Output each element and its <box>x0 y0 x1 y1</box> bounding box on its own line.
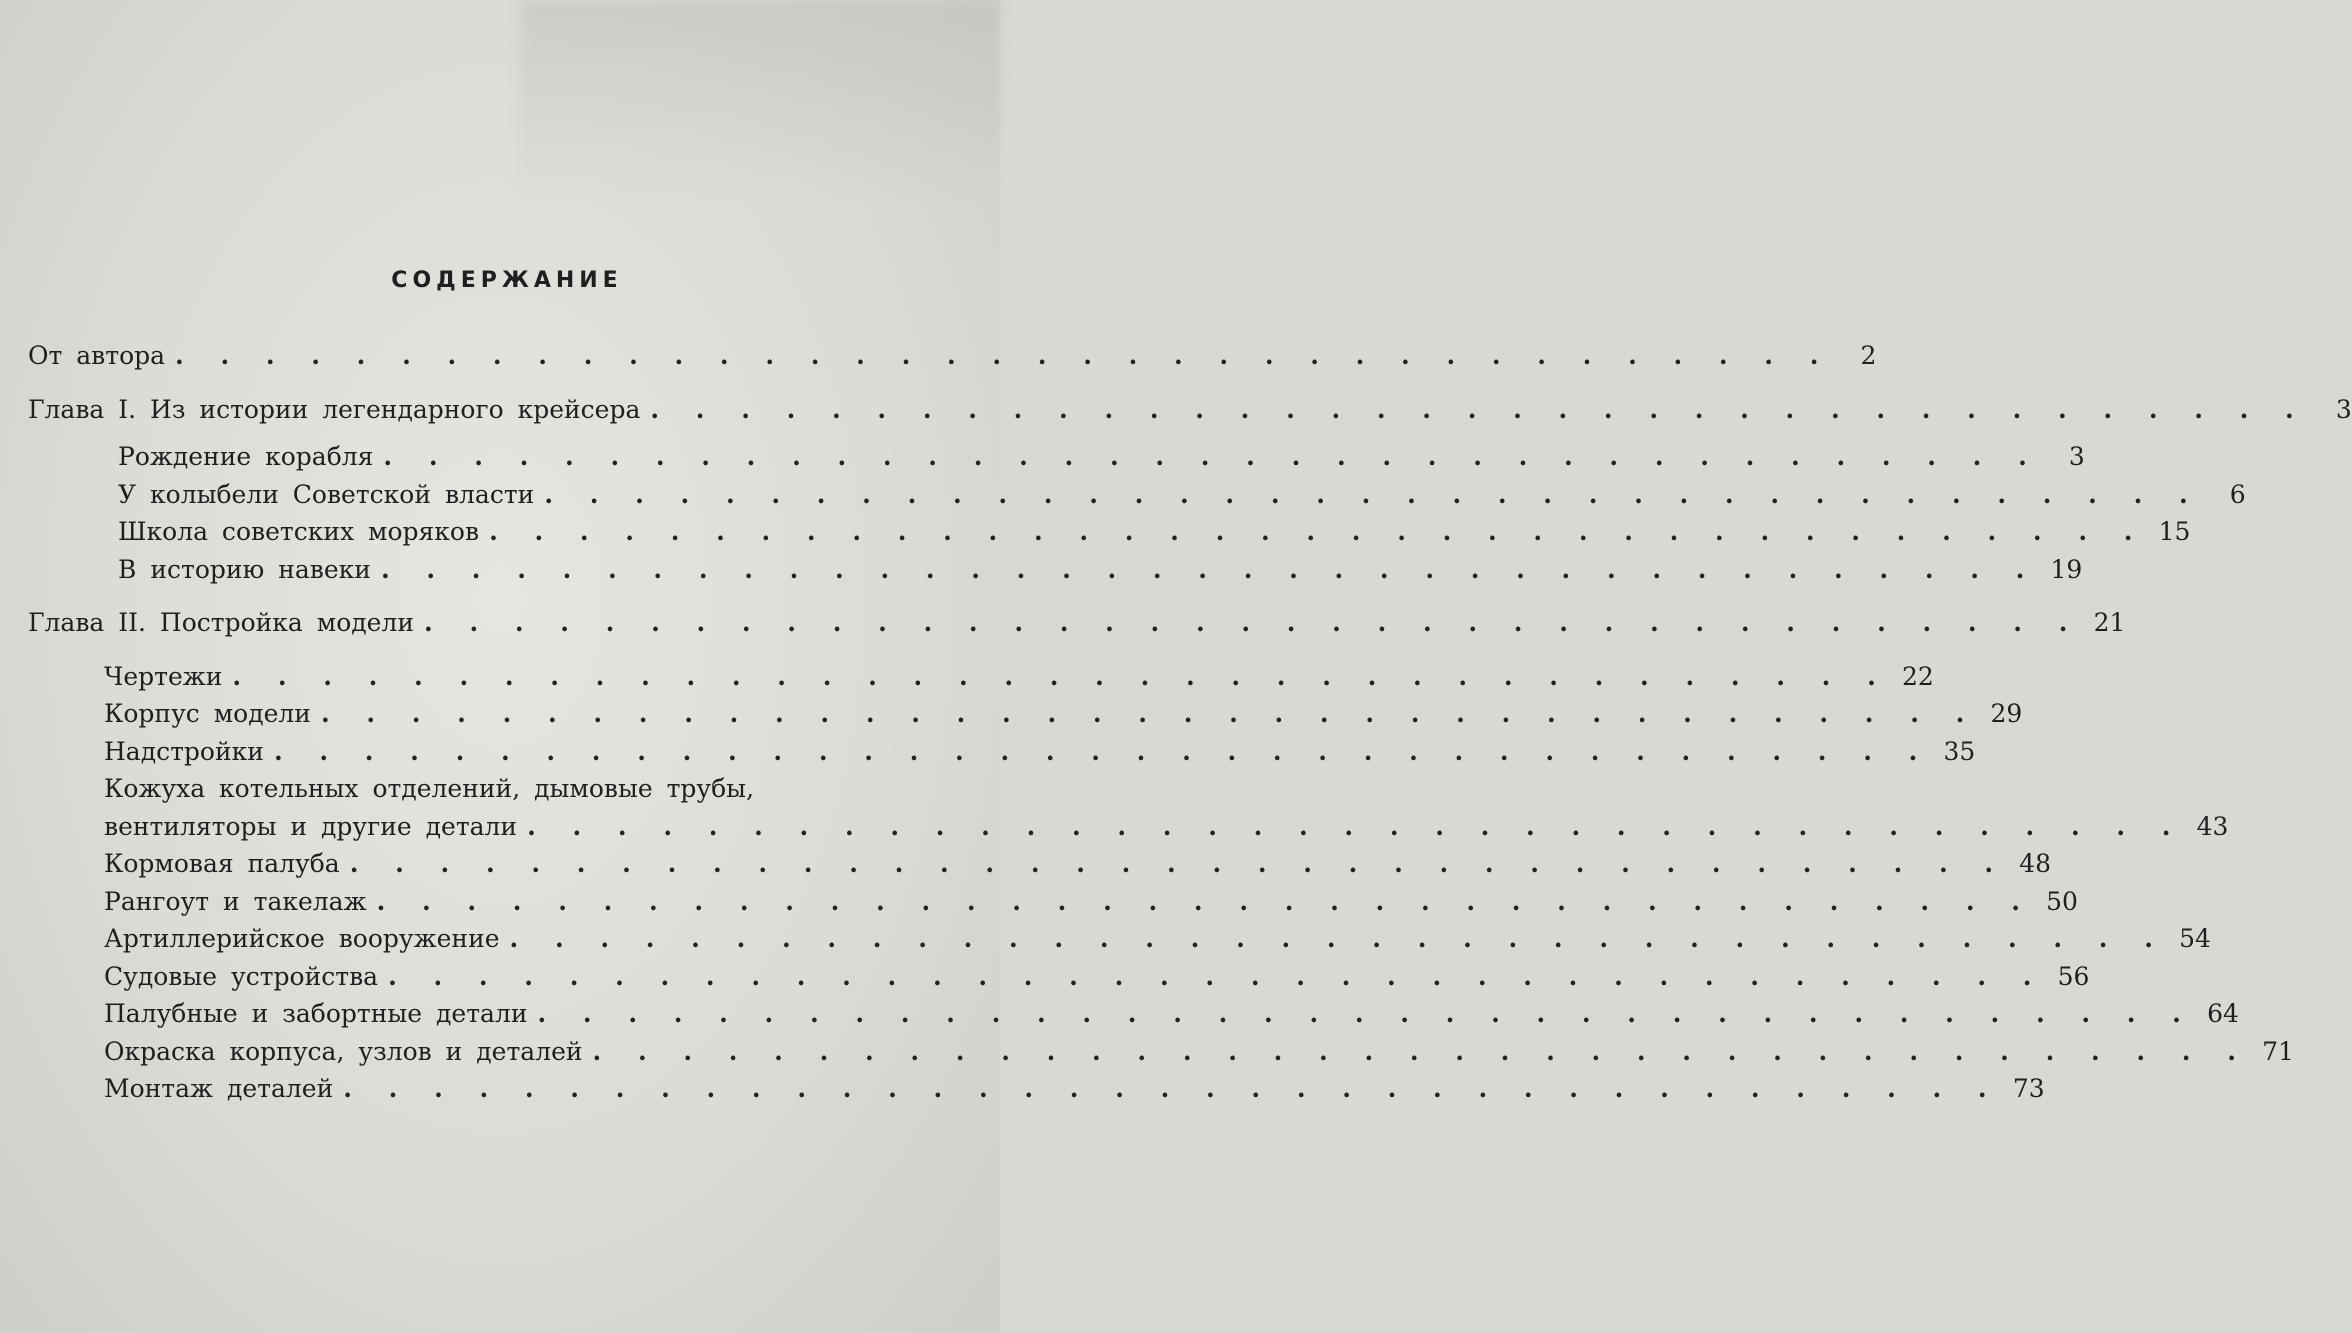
toc-entry-label: Окраска корпуса, узлов и деталей <box>104 1036 583 1066</box>
toc-entry-page: 48 <box>2019 849 2052 878</box>
toc-entry <box>22 604 2126 642</box>
toc-entry <box>22 733 1976 771</box>
toc-entry-label: Глава I. Из истории легендарного крейсера <box>28 394 641 424</box>
dot-leader: . . . . . . . . . . . . . . . . . . . . . . . . . . . . . . . . . . . . . <box>509 924 2167 953</box>
toc-entry-label: У колыбели Советской власти <box>118 479 535 509</box>
toc-entry-label: вентиляторы и другие детали <box>104 811 518 841</box>
toc-entry-page: 35 <box>1943 736 1976 766</box>
toc-entry <box>22 658 1934 696</box>
dot-leader: . . . . . . . . . . . . . . . . . . . . . . . . . . . . . . . . . . . . . <box>388 961 2046 991</box>
toc-entry <box>22 695 2023 733</box>
toc-entry <box>22 958 2090 996</box>
toc-entry <box>22 1070 2045 1108</box>
toc-entry <box>22 391 2352 429</box>
toc-entry-label: От автора <box>28 341 166 370</box>
dot-leader: . . . . . . . . . . . . . . . . . . . . . . . . . . . . . . . . . . . . . <box>650 394 2308 424</box>
toc-entry-label: Глава II. Постройка модели <box>28 608 415 637</box>
toc-title: СОДЕРЖАНИЕ <box>391 268 623 293</box>
toc-entry-label: Рождение корабля <box>118 442 374 471</box>
toc-entry-page: 50 <box>2046 886 2078 916</box>
toc-entry-page: 21 <box>2093 608 2126 637</box>
toc-entry-page: 64 <box>2207 999 2239 1028</box>
toc-entry <box>22 995 2239 1033</box>
toc-entry-page: 29 <box>1990 699 2023 728</box>
toc-entry-label: Монтаж деталей <box>104 1074 334 1103</box>
toc-entry-label: Корпус модели <box>104 699 311 728</box>
toc-entry-label: Кожуха котельных отделений, дымовые трубы, <box>104 774 755 803</box>
bleed-through-shadow <box>520 0 1000 200</box>
dot-leader: . . . . . . . . . . . . . . . . . . . . . . . . . . . . . . . . . . . . . <box>343 1074 2001 1103</box>
dot-leader: . . . . . . . . . . . . . . . . . . . . . . . . . . . . . . . . . . . . . <box>273 736 1932 766</box>
toc-entry <box>22 551 2083 589</box>
toc-entry-page: 3 <box>2335 394 2352 424</box>
toc-entry <box>22 1033 2294 1071</box>
dot-leader: . . . . . . . . . . . . . . . . . . . . . . . . . . . . . . . . . . . . . <box>527 811 2185 841</box>
toc-entry-label: Школа советских моряков <box>118 517 480 546</box>
toc-entry-label: Рангоут и такелаж <box>104 886 367 916</box>
dot-leader: . . . . . . . . . . . . . . . . . . . . . . . . . . . . . . . . . . . . . <box>383 442 2041 471</box>
toc-entry-page: 2 <box>1860 341 1877 370</box>
dot-leader: . . . . . . . . . . . . . . . . . . . . . . . . . . . . . . . . . . . . . <box>489 517 2147 546</box>
toc-entry-page: 15 <box>2158 517 2191 546</box>
toc-entry-label: Надстройки <box>104 736 264 766</box>
toc-entry-page: 56 <box>2057 961 2090 991</box>
toc-entry-page: 6 <box>2229 479 2246 509</box>
toc-entry-label: В историю навеки <box>118 554 371 584</box>
toc-entry-label: Судовые устройства <box>104 961 379 991</box>
dot-leader: . . . . . . . . . . . . . . . . . . . . . . . . . . . . . . . . . . . . . <box>424 608 2082 637</box>
toc-entry-page: 43 <box>2196 811 2229 841</box>
toc-entry <box>22 883 2078 921</box>
dot-leader: . . . . . . . . . . . . . . . . . . . . . . . . . . . . . . . . . . . . . <box>537 999 2195 1028</box>
dot-leader: . . . . . . . . . . . . . . . . . . . . . . . . . . . . . . . . . . . . . <box>380 554 2039 584</box>
toc-entry-label: Артиллерийское вооружение <box>104 924 500 953</box>
toc-entry-label: Палубные и забортные детали <box>104 999 528 1028</box>
dot-leader: . . . . . . . . . . . . . . . . . . . . . . . . . . . . . . . . . . . . . <box>376 886 2034 916</box>
toc-entry-page: 71 <box>2262 1036 2294 1066</box>
toc-entry <box>22 337 1877 375</box>
toc-entry-page: 19 <box>2050 554 2083 584</box>
dot-leader: . . . . . . . . . . . . . . . . . . . . . . . . . . . . . . . . . . . . . <box>175 341 1833 370</box>
toc-entry <box>22 845 2052 883</box>
toc-entry <box>22 476 2246 514</box>
toc-entry-label: Чертежи <box>104 661 223 691</box>
dot-leader: . . . . . . . . . . . . . . . . . . . . . . . . . . . . . . . . . . . . . <box>349 849 2008 878</box>
toc-entry-page: 22 <box>1901 661 1934 691</box>
table-of-contents <box>22 268 2352 1108</box>
dot-leader: . . . . . . . . . . . . . . . . . . . . . . . . . . . . . . . . . . . . . <box>320 699 1979 728</box>
dot-leader: . . . . . . . . . . . . . . . . . . . . . . . . . . . . . . . . . . . . . <box>592 1036 2250 1066</box>
toc-entry-page: 54 <box>2179 924 2211 953</box>
toc-entry <box>22 920 2211 958</box>
toc-entry <box>22 438 2085 476</box>
toc-entry-page: 73 <box>2012 1074 2045 1103</box>
toc-entry-page: 3 <box>2068 442 2085 471</box>
dot-leader: . . . . . . . . . . . . . . . . . . . . . . . . . . . . . . . . . . . . . <box>232 661 1890 691</box>
dot-leader: . . . . . . . . . . . . . . . . . . . . . . . . . . . . . . . . . . . . . <box>544 479 2202 509</box>
toc-entry <box>22 770 952 808</box>
toc-entry-label: Кормовая палуба <box>104 849 340 878</box>
toc-entry <box>22 808 2229 846</box>
toc-entry <box>22 513 2191 551</box>
